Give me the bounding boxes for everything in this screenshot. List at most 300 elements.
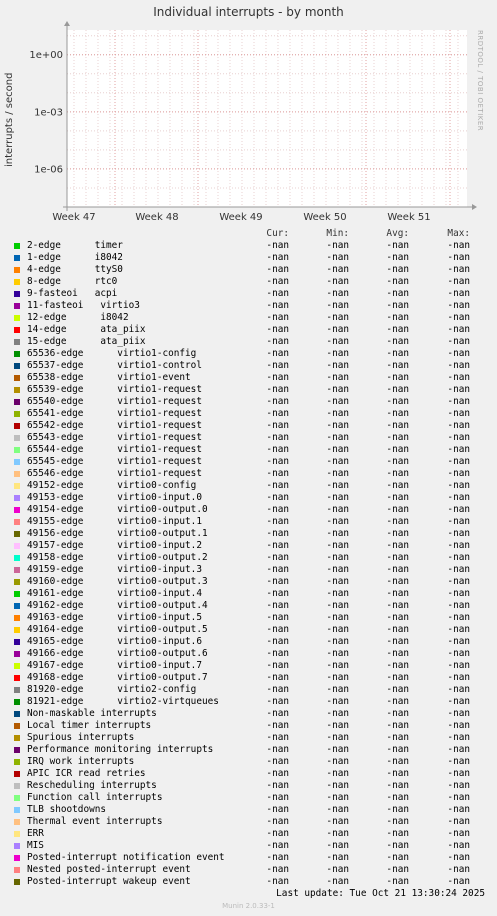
legend-swatch: [14, 783, 20, 789]
legend-value-max: -nan: [447, 852, 470, 863]
legend-swatch: [14, 459, 20, 465]
legend-value-max: -nan: [447, 864, 470, 875]
legend-value-cur: -nan: [266, 396, 289, 407]
legend-value-cur: -nan: [266, 840, 289, 851]
legend-label: Posted-interrupt notification event: [27, 852, 225, 863]
legend-row: [0, 552, 497, 564]
legend-value-avg: -nan: [386, 852, 409, 863]
rrdtool-credit: RRDTOOL / TOBI OETIKER: [476, 30, 484, 132]
legend-row: [0, 252, 497, 264]
legend-swatch: [14, 867, 20, 873]
legend-value-min: -nan: [326, 444, 349, 455]
legend-value-cur: -nan: [266, 360, 289, 371]
legend-value-min: -nan: [326, 492, 349, 503]
legend-value-avg: -nan: [386, 684, 409, 695]
legend-value-min: -nan: [326, 612, 349, 623]
legend-value-avg: -nan: [386, 696, 409, 707]
legend-value-max: -nan: [447, 780, 470, 791]
legend-value-avg: -nan: [386, 540, 409, 551]
x-ticks: [52, 212, 430, 223]
legend-value-avg: -nan: [386, 312, 409, 323]
legend-label: Performance monitoring interrupts: [27, 744, 214, 755]
chart-title: Individual interrupts - by month: [153, 5, 344, 19]
legend-value-avg: -nan: [386, 672, 409, 683]
legend-value-cur: -nan: [266, 756, 289, 767]
legend-value-cur: -nan: [266, 660, 289, 671]
legend-row: [0, 468, 497, 480]
legend-row: [0, 504, 497, 516]
legend-value-cur: -nan: [266, 588, 289, 599]
legend-value-avg: -nan: [386, 492, 409, 503]
legend-label: 49160-edge virtio0-output.3: [27, 576, 208, 587]
legend-value-max: -nan: [447, 372, 470, 383]
legend-label: Thermal event interrupts: [27, 816, 163, 827]
legend-swatch: [14, 759, 20, 765]
legend-swatch: [14, 519, 20, 525]
legend-row: [0, 324, 497, 336]
legend-row: [0, 876, 497, 888]
legend-label: 49165-edge virtio0-input.6: [27, 636, 202, 647]
legend-label: 49162-edge virtio0-output.4: [27, 600, 208, 611]
legend-value-cur: -nan: [266, 492, 289, 503]
legend-value-min: -nan: [326, 540, 349, 551]
legend-label: 65538-edge virtio1-event: [27, 372, 191, 383]
legend-value-max: -nan: [447, 360, 470, 371]
legend-row: [0, 576, 497, 588]
y-axis-arrow: [64, 21, 70, 26]
legend-swatch: [14, 411, 20, 417]
legend-swatch: [14, 879, 20, 885]
legend-value-avg: -nan: [386, 240, 409, 251]
legend-label: 8-edge rtc0: [27, 276, 118, 287]
legend-value-avg: -nan: [386, 576, 409, 587]
legend-label: 12-edge i8042: [27, 312, 129, 323]
legend-value-min: -nan: [326, 708, 349, 719]
legend-swatch: [14, 627, 20, 633]
legend-value-max: -nan: [447, 504, 470, 515]
legend-value-min: -nan: [326, 432, 349, 443]
legend-value-min: -nan: [326, 384, 349, 395]
legend-value-cur: -nan: [266, 444, 289, 455]
legend-value-max: -nan: [447, 276, 470, 287]
legend-swatch: [14, 255, 20, 261]
legend-row: [0, 240, 497, 252]
legend-value-cur: -nan: [266, 636, 289, 647]
legend-value-avg: -nan: [386, 516, 409, 527]
legend-value-cur: -nan: [266, 684, 289, 695]
legend-value-min: -nan: [326, 720, 349, 731]
legend-value-avg: -nan: [386, 528, 409, 539]
legend-row: [0, 744, 497, 756]
legend-swatch: [14, 543, 20, 549]
legend-value-min: -nan: [326, 312, 349, 323]
y-tick-label: 1e-06: [34, 164, 63, 176]
legend-value-avg: -nan: [386, 816, 409, 827]
legend-value-cur: -nan: [266, 504, 289, 515]
legend-value-avg: -nan: [386, 360, 409, 371]
legend-row: [0, 360, 497, 372]
legend-value-min: -nan: [326, 576, 349, 587]
legend-value-min: -nan: [326, 516, 349, 527]
legend-value-avg: -nan: [386, 468, 409, 479]
legend-row: [0, 408, 497, 420]
legend-value-max: -nan: [447, 672, 470, 683]
legend-value-max: -nan: [447, 468, 470, 479]
legend-value-max: -nan: [447, 840, 470, 851]
legend-value-max: -nan: [447, 480, 470, 491]
legend-swatch: [14, 663, 20, 669]
legend-row: [0, 456, 497, 468]
legend-label: 65545-edge virtio1-request: [27, 456, 202, 467]
legend-label: 49154-edge virtio0-output.0: [27, 504, 208, 515]
legend-value-max: -nan: [447, 252, 470, 263]
legend-value-min: -nan: [326, 288, 349, 299]
legend-row: [0, 372, 497, 384]
legend-label: 11-fasteoi virtio3: [27, 300, 140, 311]
legend-value-avg: -nan: [386, 252, 409, 263]
legend-value-avg: -nan: [386, 864, 409, 875]
legend-label: 4-edge ttyS0: [27, 264, 123, 275]
legend-value-min: -nan: [326, 684, 349, 695]
legend-row: [0, 648, 497, 660]
legend-label: 49166-edge virtio0-output.6: [27, 648, 208, 659]
legend-label: 49155-edge virtio0-input.1: [27, 516, 202, 527]
legend-value-avg: -nan: [386, 768, 409, 779]
legend-label: 9-fasteoi acpi: [27, 288, 118, 299]
y-tick-label: 1e-03: [34, 107, 63, 119]
legend-label: 49156-edge virtio0-output.1: [27, 528, 208, 539]
legend-header-cur: Cur:: [266, 228, 289, 239]
legend-value-cur: -nan: [266, 540, 289, 551]
legend-swatch: [14, 747, 20, 753]
legend-row: [0, 312, 497, 324]
legend-swatch: [14, 423, 20, 429]
legend-value-avg: -nan: [386, 780, 409, 791]
legend-value-max: -nan: [447, 432, 470, 443]
legend-swatch: [14, 399, 20, 405]
x-axis-arrow: [472, 204, 477, 210]
legend-label: 49163-edge virtio0-input.5: [27, 612, 202, 623]
legend-value-cur: -nan: [266, 468, 289, 479]
legend-value-cur: -nan: [266, 672, 289, 683]
legend-swatch: [14, 483, 20, 489]
legend-label: 49168-edge virtio0-output.7: [27, 672, 208, 683]
legend-value-avg: -nan: [386, 600, 409, 611]
legend-swatch: [14, 651, 20, 657]
legend-label: Function call interrupts: [27, 792, 163, 803]
legend-value-min: -nan: [326, 624, 349, 635]
legend-swatch: [14, 531, 20, 537]
legend-value-cur: -nan: [266, 564, 289, 575]
legend-value-min: -nan: [326, 840, 349, 851]
legend-swatch: [14, 327, 20, 333]
legend-value-max: -nan: [447, 792, 470, 803]
legend-value-cur: -nan: [266, 768, 289, 779]
legend-value-min: -nan: [326, 300, 349, 311]
legend-row: [0, 828, 497, 840]
legend-value-max: -nan: [447, 624, 470, 635]
legend-label: Local timer interrupts: [27, 720, 152, 731]
legend-value-min: -nan: [326, 828, 349, 839]
legend-value-cur: -nan: [266, 432, 289, 443]
legend-value-cur: -nan: [266, 264, 289, 275]
legend-value-cur: -nan: [266, 624, 289, 635]
legend-value-cur: -nan: [266, 828, 289, 839]
legend-value-min: -nan: [326, 864, 349, 875]
legend-value-avg: -nan: [386, 792, 409, 803]
legend-row: [0, 336, 497, 348]
legend-label: 65539-edge virtio1-request: [27, 384, 202, 395]
legend-row: [0, 852, 497, 864]
legend-row: [0, 396, 497, 408]
legend-row: [0, 288, 497, 300]
legend-value-cur: -nan: [266, 876, 289, 887]
legend-value-cur: -nan: [266, 552, 289, 563]
legend-value-avg: -nan: [386, 756, 409, 767]
legend-row: [0, 384, 497, 396]
legend-value-min: -nan: [326, 276, 349, 287]
legend-value-max: -nan: [447, 696, 470, 707]
legend-value-min: -nan: [326, 504, 349, 515]
legend-swatch: [14, 435, 20, 441]
legend-value-max: -nan: [447, 408, 470, 419]
legend-value-cur: -nan: [266, 240, 289, 251]
legend-row: [0, 528, 497, 540]
legend-label: 65544-edge virtio1-request: [27, 444, 202, 455]
legend-label: 2-edge timer: [27, 240, 123, 251]
chart-area: [0, 0, 497, 228]
legend-label: 49159-edge virtio0-input.3: [27, 564, 202, 575]
legend-value-max: -nan: [447, 288, 470, 299]
legend-swatch: [14, 687, 20, 693]
legend-swatch: [14, 843, 20, 849]
legend-value-cur: -nan: [266, 384, 289, 395]
legend-value-max: -nan: [447, 444, 470, 455]
legend-value-min: -nan: [326, 252, 349, 263]
legend-value-max: -nan: [447, 336, 470, 347]
legend-swatch: [14, 315, 20, 321]
legend-value-max: -nan: [447, 264, 470, 275]
legend-label: 49167-edge virtio0-input.7: [27, 660, 202, 671]
legend-value-min: -nan: [326, 732, 349, 743]
legend-value-avg: -nan: [386, 828, 409, 839]
legend-value-max: -nan: [447, 384, 470, 395]
legend-value-avg: -nan: [386, 480, 409, 491]
legend-row: [0, 444, 497, 456]
legend-value-avg: -nan: [386, 336, 409, 347]
legend-value-min: -nan: [326, 660, 349, 671]
legend-row: [0, 348, 497, 360]
legend-value-min: -nan: [326, 696, 349, 707]
legend-value-cur: -nan: [266, 372, 289, 383]
legend-label: 81921-edge virtio2-virtqueues: [27, 696, 219, 707]
legend-value-min: -nan: [326, 468, 349, 479]
legend-label: TLB shootdowns: [27, 804, 107, 815]
legend-value-avg: -nan: [386, 372, 409, 383]
legend-value-max: -nan: [447, 528, 470, 539]
legend-value-max: -nan: [447, 588, 470, 599]
x-tick-label: Week 50: [303, 212, 347, 223]
legend-value-cur: -nan: [266, 612, 289, 623]
legend-row: [0, 516, 497, 528]
legend-value-cur: -nan: [266, 720, 289, 731]
legend-label: 49153-edge virtio0-input.0: [27, 492, 202, 503]
legend-header-max: Max:: [447, 228, 470, 239]
legend-swatch: [14, 639, 20, 645]
legend-swatch: [14, 339, 20, 345]
legend-swatch: [14, 267, 20, 273]
legend-swatch: [14, 831, 20, 837]
legend-swatch: [14, 819, 20, 825]
legend-swatch: [14, 735, 20, 741]
y-axis-label: interrupts / second: [4, 72, 15, 168]
legend-swatch: [14, 855, 20, 861]
legend-value-avg: -nan: [386, 444, 409, 455]
legend-row: [0, 672, 497, 684]
legend-label: 65536-edge virtio1-config: [27, 348, 197, 359]
legend-label: 49158-edge virtio0-output.2: [27, 552, 208, 563]
legend-value-max: -nan: [447, 516, 470, 527]
legend-value-max: -nan: [447, 720, 470, 731]
legend-row: [0, 816, 497, 828]
legend-value-max: -nan: [447, 756, 470, 767]
legend-label: 49164-edge virtio0-output.5: [27, 624, 208, 635]
legend-value-max: -nan: [447, 240, 470, 251]
legend-value-min: -nan: [326, 360, 349, 371]
legend-swatch: [14, 507, 20, 513]
legend-swatch: [14, 795, 20, 801]
legend-value-max: -nan: [447, 684, 470, 695]
legend-value-avg: -nan: [386, 432, 409, 443]
legend-value-avg: -nan: [386, 744, 409, 755]
legend-value-max: -nan: [447, 660, 470, 671]
legend-swatch: [14, 723, 20, 729]
legend-value-avg: -nan: [386, 420, 409, 431]
legend-row: [0, 264, 497, 276]
legend-value-min: -nan: [326, 852, 349, 863]
legend-value-max: -nan: [447, 348, 470, 359]
legend-value-max: -nan: [447, 612, 470, 623]
legend-value-avg: -nan: [386, 300, 409, 311]
legend-swatch: [14, 279, 20, 285]
legend-row: [0, 480, 497, 492]
legend-swatch: [14, 771, 20, 777]
munin-version: Munin 2.0.33-1: [222, 902, 275, 910]
legend-value-cur: -nan: [266, 816, 289, 827]
legend-value-max: -nan: [447, 768, 470, 779]
y-ticks: [29, 50, 63, 175]
legend-swatch: [14, 555, 20, 561]
legend-value-max: -nan: [447, 540, 470, 551]
legend-value-avg: -nan: [386, 288, 409, 299]
legend-label: 49161-edge virtio0-input.4: [27, 588, 202, 599]
legend-row: [0, 612, 497, 624]
legend-row: [0, 864, 497, 876]
x-tick-label: Week 47: [52, 212, 96, 223]
legend-value-avg: -nan: [386, 588, 409, 599]
legend-value-cur: -nan: [266, 324, 289, 335]
legend-swatch: [14, 303, 20, 309]
legend-value-avg: -nan: [386, 876, 409, 887]
legend-label: Posted-interrupt wakeup event: [27, 876, 191, 887]
x-tick-label: Week 49: [219, 212, 263, 223]
legend-value-cur: -nan: [266, 708, 289, 719]
legend-value-avg: -nan: [386, 840, 409, 851]
legend-value-min: -nan: [326, 564, 349, 575]
legend-swatch: [14, 615, 20, 621]
legend-value-min: -nan: [326, 648, 349, 659]
legend-row: [0, 720, 497, 732]
legend-value-avg: -nan: [386, 720, 409, 731]
legend-value-max: -nan: [447, 396, 470, 407]
legend-row: [0, 300, 497, 312]
legend-label: 65540-edge virtio1-request: [27, 396, 202, 407]
legend-value-avg: -nan: [386, 408, 409, 419]
legend-value-cur: -nan: [266, 792, 289, 803]
legend-value-cur: -nan: [266, 300, 289, 311]
legend-swatch: [14, 807, 20, 813]
legend-label: 65546-edge virtio1-request: [27, 468, 202, 479]
legend-swatch: [14, 711, 20, 717]
legend-value-cur: -nan: [266, 420, 289, 431]
legend-row: [0, 600, 497, 612]
legend-row: [0, 804, 497, 816]
x-tick-label: Week 48: [135, 212, 179, 223]
plot-background: [67, 30, 467, 207]
legend-value-min: -nan: [326, 420, 349, 431]
legend-value-min: -nan: [326, 348, 349, 359]
legend-value-min: -nan: [326, 672, 349, 683]
legend-value-min: -nan: [326, 600, 349, 611]
legend-value-avg: -nan: [386, 660, 409, 671]
legend-value-min: -nan: [326, 876, 349, 887]
legend-value-avg: -nan: [386, 396, 409, 407]
legend-value-cur: -nan: [266, 276, 289, 287]
legend-row: [0, 696, 497, 708]
legend-value-max: -nan: [447, 744, 470, 755]
legend-value-max: -nan: [447, 708, 470, 719]
legend-value-min: -nan: [326, 792, 349, 803]
legend-row: [0, 432, 497, 444]
legend-value-avg: -nan: [386, 456, 409, 467]
legend-value-min: -nan: [326, 480, 349, 491]
legend-value-max: -nan: [447, 324, 470, 335]
legend-value-avg: -nan: [386, 636, 409, 647]
legend-label: 65541-edge virtio1-request: [27, 408, 202, 419]
legend-swatch: [14, 387, 20, 393]
legend-value-max: -nan: [447, 576, 470, 587]
legend-value-cur: -nan: [266, 480, 289, 491]
legend-swatch: [14, 291, 20, 297]
legend-label: 65542-edge virtio1-request: [27, 420, 202, 431]
legend-row: [0, 660, 497, 672]
legend-value-avg: -nan: [386, 612, 409, 623]
legend-value-min: -nan: [326, 552, 349, 563]
legend-value-min: -nan: [326, 780, 349, 791]
legend-value-cur: -nan: [266, 804, 289, 815]
legend-value-max: -nan: [447, 456, 470, 467]
x-tick-label: Week 51: [387, 212, 431, 223]
legend-swatch: [14, 579, 20, 585]
legend-value-cur: -nan: [266, 516, 289, 527]
legend-swatch: [14, 363, 20, 369]
legend-value-avg: -nan: [386, 624, 409, 635]
legend-value-cur: -nan: [266, 780, 289, 791]
legend-row: [0, 588, 497, 600]
legend-value-max: -nan: [447, 828, 470, 839]
legend-value-max: -nan: [447, 420, 470, 431]
legend-value-avg: -nan: [386, 708, 409, 719]
